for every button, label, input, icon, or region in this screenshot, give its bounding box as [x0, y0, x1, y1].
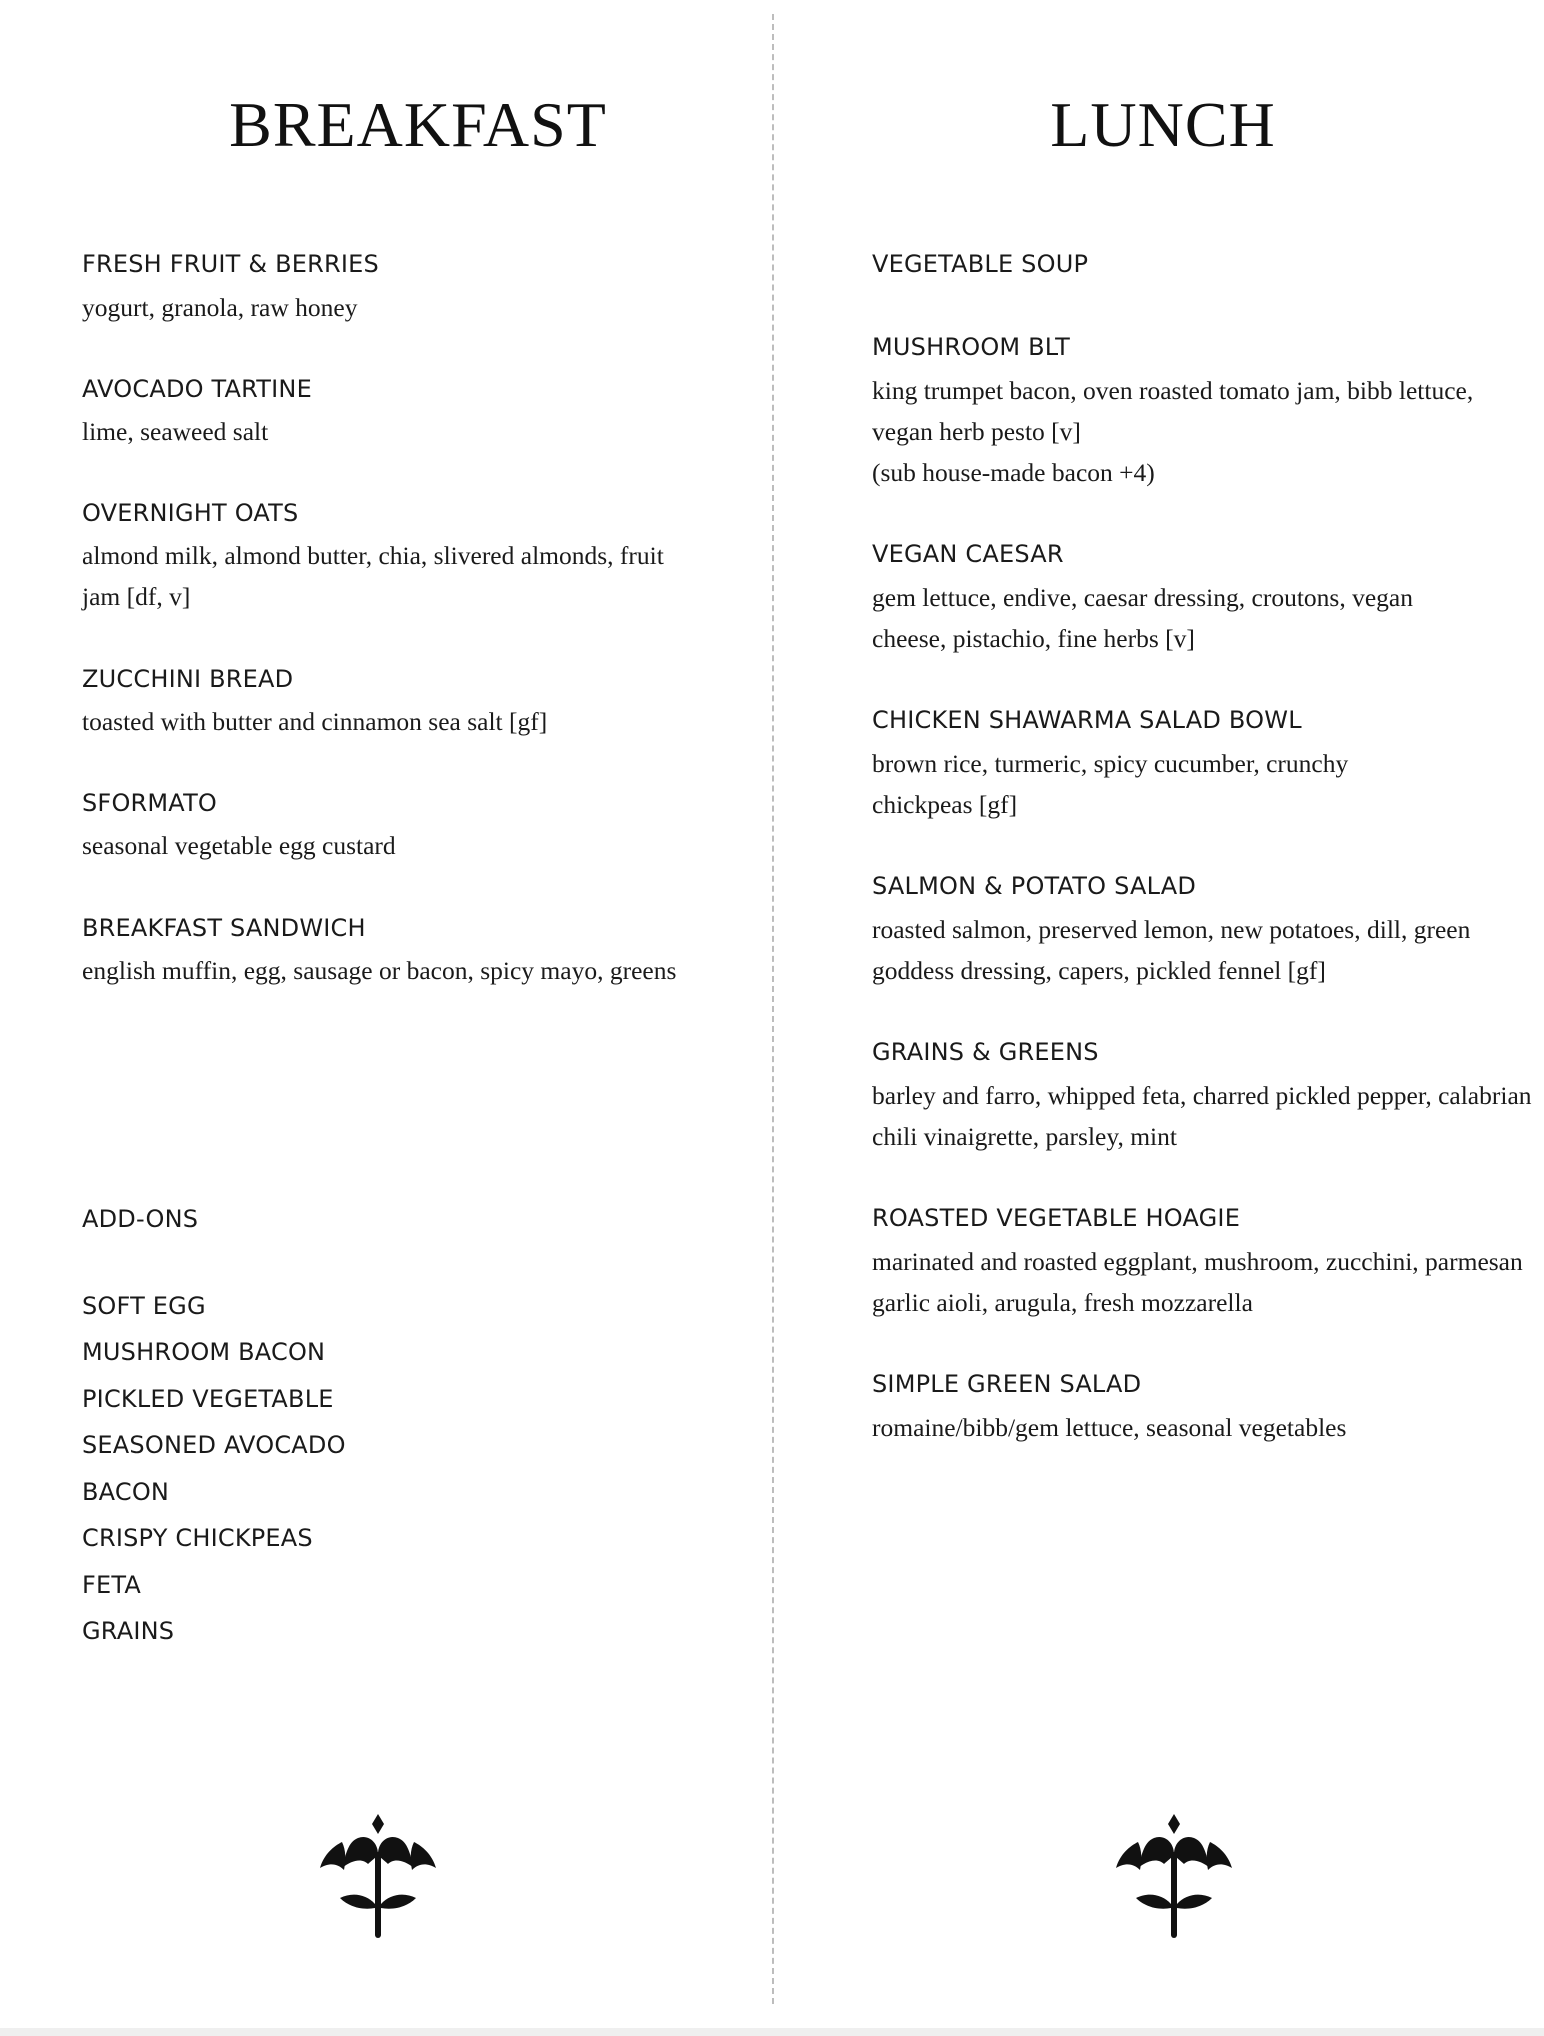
menu-item-name: BREAKFAST SANDWICH [82, 914, 366, 942]
menu-item-description: roasted salmon, preserved lemon, new potatoes, dill, green goddess dressing, capers, pickled fennel [gf] [872, 915, 1471, 985]
menu-item-description: almond milk, almond butter, chia, slivered almonds, fruit jam [df, v] [82, 541, 664, 611]
menu-item-description: barley and farro, whipped feta, charred pickled pepper, calabrian chili vinaigrette, parsley, mint [872, 1081, 1532, 1151]
flower-sprig-icon [318, 1812, 438, 1942]
menu-item-name: SFORMATO [82, 789, 218, 817]
lunch-title: LUNCH [1050, 89, 1276, 160]
page-bottom-edge [0, 2028, 1544, 2036]
menu-item-name: AVOCADO TARTINE [82, 375, 312, 403]
addon-item: SEASONED AVOCADO [82, 1431, 346, 1459]
menu-item-description: brown rice, turmeric, spicy cucumber, crunchy chickpeas [gf] [872, 749, 1349, 819]
menu-item-name: SALMON & POTATO SALAD [872, 872, 1197, 900]
menu-item-name: OVERNIGHT OATS [82, 499, 299, 527]
addon-item: CRISPY CHICKPEAS [82, 1524, 313, 1552]
menu-item-description: king trumpet bacon, oven roasted tomato jam, bibb lettuce, vegan herb pesto [v] [872, 376, 1474, 446]
addon-item: SOFT EGG [82, 1292, 206, 1320]
menu-item-description: gem lettuce, endive, caesar dressing, croutons, vegan cheese, pistachio, fine herbs [v] [872, 583, 1413, 653]
addon-item: BACON [82, 1478, 170, 1506]
menu-item-description: lime, seaweed salt [82, 417, 269, 446]
addons-heading: ADD-ONS [82, 1205, 199, 1233]
menu-item-description: romaine/bibb/gem lettuce, seasonal vegetables [872, 1413, 1347, 1442]
menu-item-description: marinated and roasted eggplant, mushroom, zucchini, parmesan garlic aioli, arugula, fresh mozzarella [872, 1247, 1523, 1317]
menu-item-description: english muffin, egg, sausage or bacon, spicy mayo, greens [82, 956, 677, 985]
menu-item-name: SIMPLE GREEN SALAD [872, 1370, 1142, 1398]
addon-item: PICKLED VEGETABLE [82, 1385, 334, 1413]
flower-sprig-icon [1114, 1812, 1234, 1942]
menu-item-name: ROASTED VEGETABLE HOAGIE [872, 1204, 1241, 1232]
menu-item-description: toasted with butter and cinnamon sea salt [gf] [82, 707, 548, 736]
addon-item: GRAINS [82, 1617, 175, 1645]
addon-item: FETA [82, 1571, 141, 1599]
menu-item-name: MUSHROOM BLT [872, 333, 1070, 361]
menu-item-description: seasonal vegetable egg custard [82, 831, 396, 860]
menu-item-name: VEGAN CAESAR [872, 540, 1064, 568]
menu-item-name: CHICKEN SHAWARMA SALAD BOWL [872, 706, 1302, 734]
menu-item-name: GRAINS & GREENS [872, 1038, 1099, 1066]
menu-item-name: VEGETABLE SOUP [872, 250, 1089, 278]
column-divider [772, 14, 774, 2004]
menu-item-name: ZUCCHINI BREAD [82, 665, 294, 693]
addon-item: MUSHROOM BACON [82, 1338, 326, 1366]
menu-item-name: FRESH FRUIT & BERRIES [82, 250, 379, 278]
menu-item-description: yogurt, granola, raw honey [82, 293, 358, 322]
menu-item-note: (sub house-made bacon +4) [872, 458, 1155, 487]
breakfast-title: BREAKFAST [229, 89, 607, 160]
